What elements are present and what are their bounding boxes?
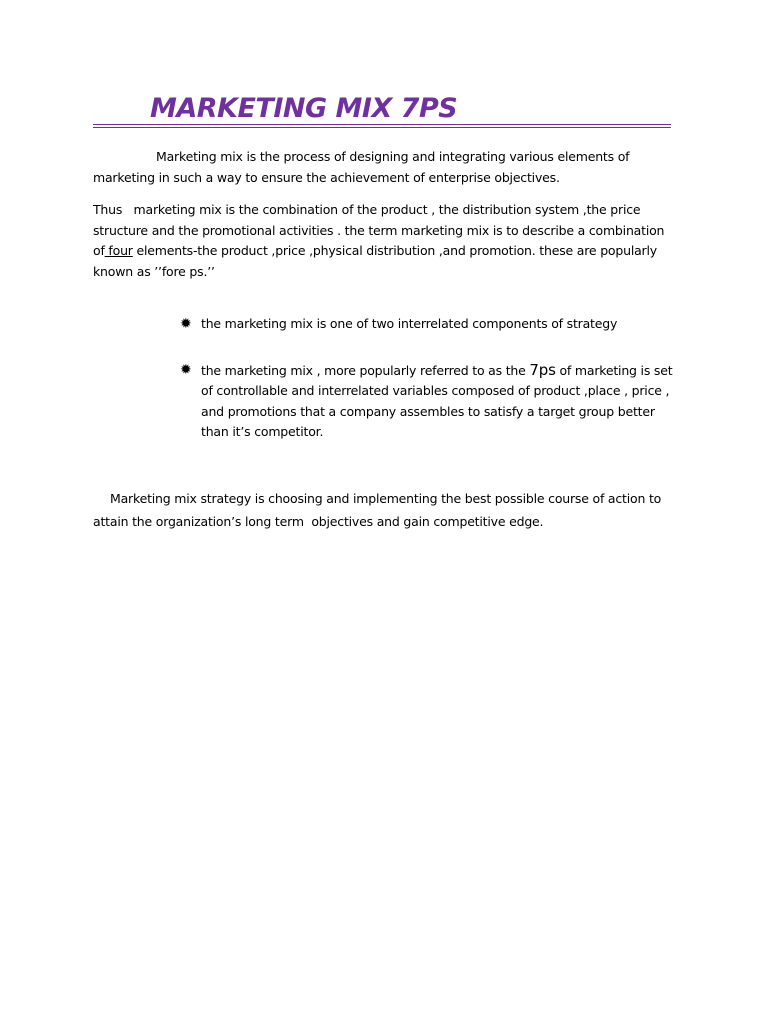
- bullet-text-start: the marketing mix , more popularly referred to as the: [201, 362, 530, 378]
- bullet-text: the marketing mix is one of two interrelated components of strategy: [201, 316, 618, 331]
- bullet-emphasis-7ps: 7ps: [529, 360, 556, 379]
- bullet-text-end: of marketing is set of controllable and interrelated variables composed of product ,place , price , and promotions that a company assembles to satisfy a target group better than it’s competitor.: [201, 362, 673, 439]
- title-block: [93, 92, 671, 128]
- starburst-bullet-icon: ✹: [180, 361, 192, 378]
- paragraph-definition: Marketing mix is the process of designing and integrating various elements of marketing in such a way to ensure the achievement of enterprise objectives.: [93, 149, 630, 185]
- paragraph-strategy: Marketing mix strategy is choosing and implementing the best possible course of action to attain the organization’s long term objectives and gain competitive edge.: [93, 491, 662, 529]
- bullet-item: [180, 314, 675, 335]
- underlined-word-four: four: [104, 243, 133, 258]
- bullet-list: [180, 314, 675, 443]
- bullet-item: [180, 360, 675, 443]
- paragraph-combination-text-end: elements-the product ,price ,physical distribution ,and promotion. these are popularly known as ’’fore ps.’’: [93, 243, 657, 279]
- paragraph-combination: [93, 200, 673, 282]
- paragraph-combination-text: Thus marketing mix is the combination of the product , the distribution system ,the price structure and the promotional activities . the term marketing mix is to describe a combination of: [93, 202, 665, 258]
- page-title: MARKETING MIX 7PS: [150, 93, 458, 124]
- starburst-bullet-icon: ✹: [180, 316, 192, 332]
